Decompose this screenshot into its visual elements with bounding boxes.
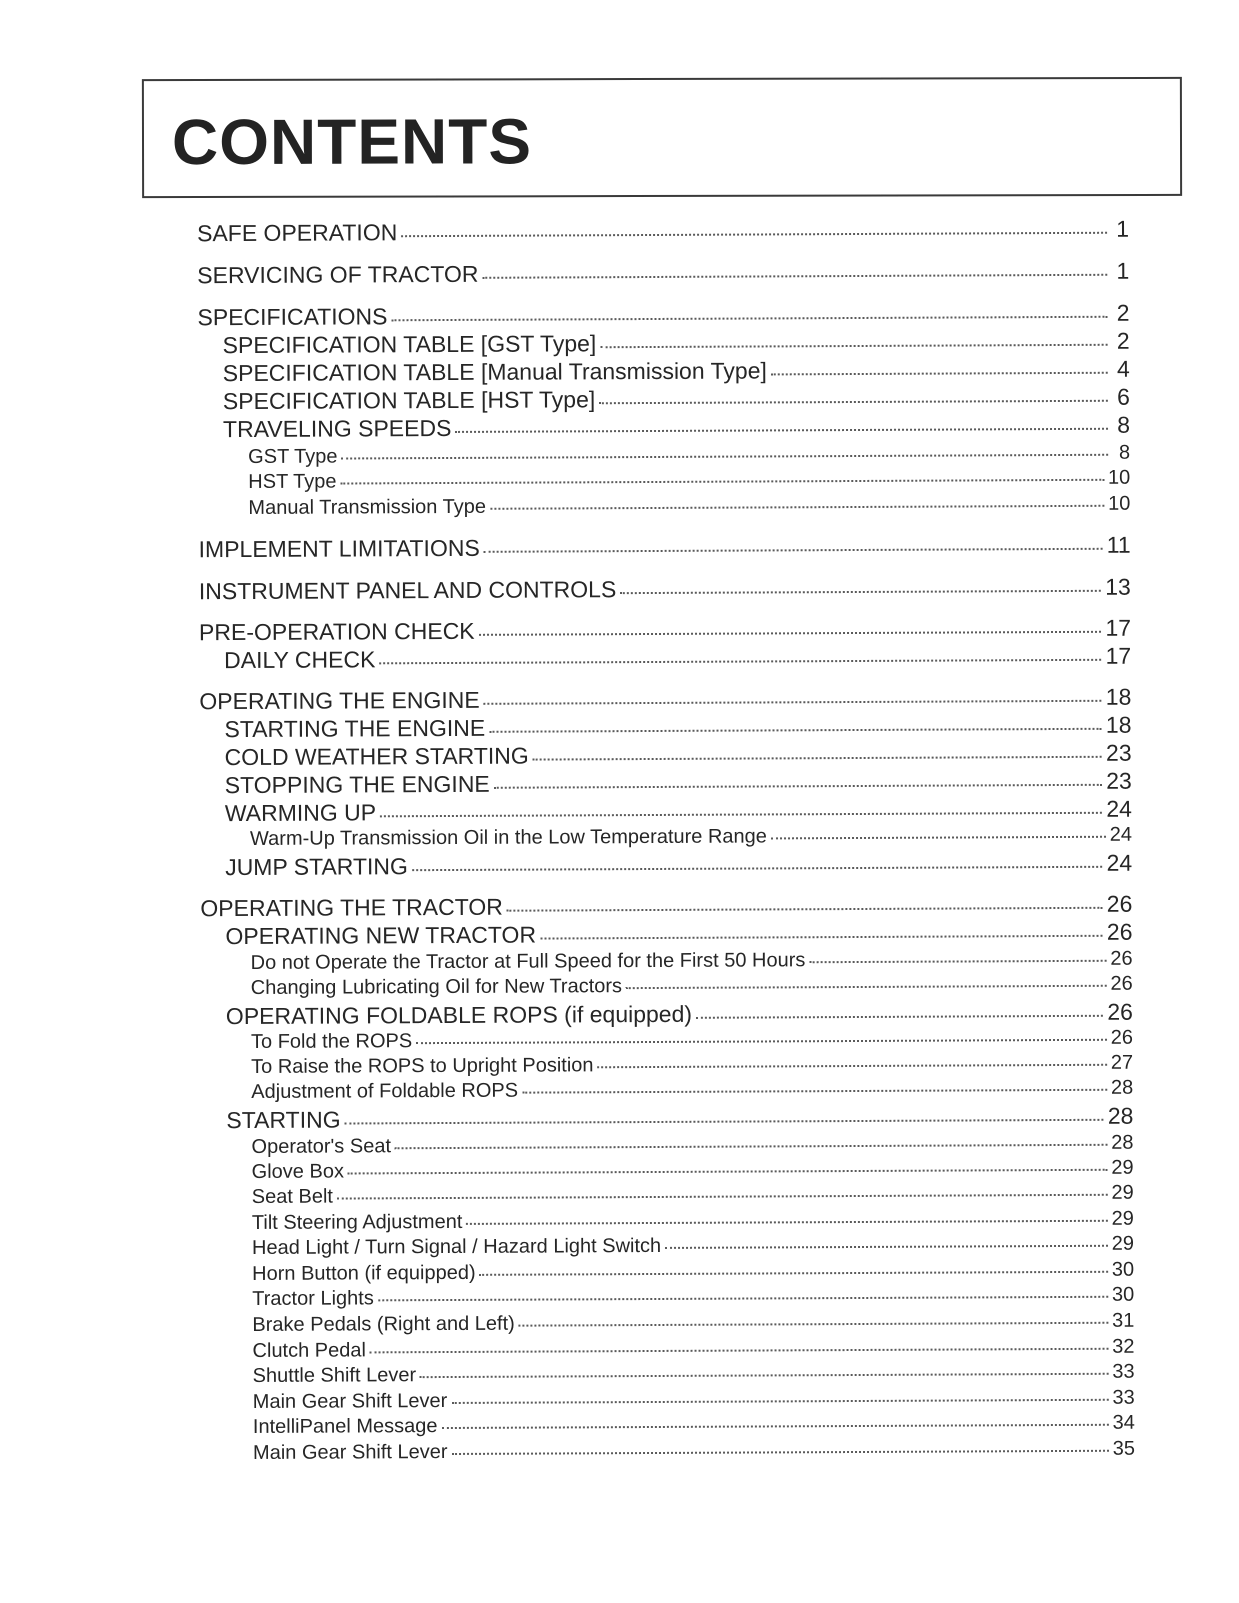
dot-leader: [620, 590, 1101, 594]
dot-leader: [441, 1424, 1108, 1429]
toc-entry-page-number: 8: [1118, 441, 1131, 464]
toc-entry-page-number: 24: [1106, 795, 1132, 822]
toc-entry[interactable]: [223, 328, 1130, 359]
toc-entry-label: JUMP STARTING: [225, 853, 408, 881]
toc-entry-page-number: 34: [1112, 1411, 1135, 1434]
toc-entry[interactable]: [226, 999, 1133, 1030]
toc-entry-label: STARTING: [226, 1106, 341, 1134]
toc-entry-label: Head Light / Turn Signal / Hazard Light Switch: [251, 1234, 662, 1259]
toc-entry-page-number: 6: [1117, 383, 1130, 410]
dot-leader: [482, 274, 1107, 279]
toc-entry[interactable]: [226, 1103, 1133, 1134]
dot-leader: [452, 1450, 1109, 1455]
toc-entry-label: Main Gear Shift Lever: [252, 1441, 448, 1464]
toc-entry-page-number: 26: [1110, 947, 1133, 970]
toc-entry-label: SAFE OPERATION: [196, 219, 398, 247]
toc-entry-label: OPERATING THE ENGINE: [199, 686, 480, 715]
toc-entry-label: Adjustment of Foldable ROPS: [251, 1079, 519, 1103]
toc-entry-page-number: 2: [1116, 327, 1130, 354]
toc-entry-page-number: 4: [1116, 355, 1130, 382]
toc-entry-page-number: 26: [1110, 1026, 1134, 1049]
toc-entry-label: OPERATING NEW TRACTOR: [225, 921, 537, 950]
toc-entry-label: Shuttle Shift Lever: [252, 1364, 417, 1387]
toc-entry-page-number: 32: [1112, 1335, 1135, 1358]
toc-entry[interactable]: [251, 1052, 1133, 1079]
toc-entry-label: Tractor Lights: [252, 1287, 374, 1310]
toc-entry-page-number: 10: [1107, 466, 1131, 489]
dot-leader: [380, 812, 1102, 818]
toc-entry-page-number: 26: [1107, 998, 1133, 1025]
toc-entry[interactable]: [197, 216, 1129, 248]
toc-entry[interactable]: [224, 712, 1131, 743]
toc-entry[interactable]: [252, 1157, 1134, 1184]
toc-entry[interactable]: [248, 493, 1130, 520]
dot-leader: [341, 454, 1108, 460]
toc-entry-page-number: 17: [1105, 642, 1132, 669]
toc-entry[interactable]: [253, 1387, 1135, 1414]
toc-entry-page-number: 33: [1112, 1360, 1135, 1383]
toc-entry[interactable]: [252, 1336, 1134, 1363]
toc-entry-label: SPECIFICATIONS: [197, 303, 388, 331]
dot-leader: [540, 935, 1103, 940]
dot-leader: [395, 1144, 1107, 1149]
toc-entry-page-number: 10: [1108, 492, 1131, 515]
toc-entry-page-number: 18: [1105, 711, 1132, 738]
toc-entry[interactable]: [248, 467, 1130, 494]
toc-entry-label: Clutch Pedal: [252, 1339, 366, 1362]
toc-entry-label: TRAVELING SPEEDS: [222, 414, 452, 443]
dot-leader: [490, 505, 1104, 510]
toc-entry[interactable]: [252, 1310, 1134, 1337]
toc-entry[interactable]: [251, 1077, 1133, 1104]
dot-leader: [696, 1015, 1103, 1019]
toc-entry-page-number: 1: [1116, 215, 1130, 242]
dot-leader: [455, 428, 1108, 433]
toc-entry-label: Horn Button (if equipped): [252, 1261, 476, 1285]
toc-entry-page-number: 31: [1112, 1309, 1135, 1332]
toc-entry-label: Operator's Seat: [251, 1135, 392, 1158]
toc-entry[interactable]: [252, 1259, 1134, 1286]
toc-entry-label: Manual Transmission Type: [248, 495, 486, 519]
toc-entry[interactable]: [251, 1132, 1133, 1159]
toc-entry[interactable]: [225, 768, 1132, 799]
toc-entry-page-number: 29: [1111, 1207, 1134, 1230]
dot-leader: [484, 700, 1102, 705]
dot-leader: [771, 836, 1106, 840]
dot-leader: [600, 344, 1107, 348]
dot-leader: [480, 1271, 1108, 1276]
toc-entry[interactable]: [199, 532, 1131, 564]
toc-entry[interactable]: [251, 948, 1133, 975]
dot-leader: [337, 1194, 1108, 1200]
toc-entry[interactable]: [199, 684, 1131, 716]
dot-leader: [533, 756, 1102, 761]
toc-entry-page-number: 13: [1105, 573, 1131, 600]
dot-leader: [340, 479, 1104, 485]
toc-entry-label: IMPLEMENT LIMITATIONS: [198, 534, 480, 563]
toc-entry-label: DAILY CHECK: [224, 646, 376, 674]
toc-entry[interactable]: [199, 574, 1131, 606]
toc-entry-label: Main Gear Shift Lever: [252, 1390, 448, 1413]
toc-entry[interactable]: [251, 973, 1133, 1000]
toc-entry-label: Tilt Steering Adjustment: [251, 1210, 463, 1234]
toc-entry[interactable]: [252, 1284, 1134, 1311]
dot-leader: [370, 1348, 1108, 1354]
toc-entry[interactable]: [253, 1412, 1135, 1439]
toc-entry-label: Changing Lubricating Oil for New Tractors: [250, 975, 623, 999]
toc-entry-page-number: 26: [1110, 972, 1133, 995]
toc-entry-label: SPECIFICATION TABLE [GST Type]: [222, 330, 597, 359]
toc-entry-label: PRE-OPERATION CHECK: [198, 617, 475, 646]
toc-entry[interactable]: [200, 891, 1132, 923]
toc-entry-label: Brake Pedals (Right and Left): [252, 1312, 515, 1336]
dot-leader: [379, 659, 1101, 665]
toc-entry-label: IntelliPanel Message: [252, 1415, 438, 1438]
toc-entry-page-number: 11: [1106, 531, 1131, 558]
toc-entry[interactable]: [252, 1182, 1134, 1209]
toc-entry-label: To Fold the ROPS: [250, 1030, 413, 1053]
toc-entry-page-number: 18: [1105, 683, 1132, 710]
toc-entry[interactable]: [223, 412, 1130, 443]
dot-leader: [484, 548, 1103, 553]
dot-leader: [598, 1064, 1107, 1068]
toc-entry[interactable]: [199, 615, 1131, 647]
toc-entry-page-number: 30: [1111, 1258, 1135, 1281]
toc-entry-label: HST Type: [248, 470, 337, 493]
toc-entry-page-number: 28: [1107, 1102, 1134, 1129]
toc-entry[interactable]: [253, 1438, 1135, 1465]
toc-entry-label: SPECIFICATION TABLE [Manual Transmission Type]: [222, 357, 767, 387]
toc-entry-page-number: 28: [1111, 1131, 1134, 1154]
dot-leader: [391, 316, 1107, 321]
toc-entry-label: OPERATING FOLDABLE ROPS (if equipped): [225, 1000, 693, 1030]
dot-leader: [420, 1373, 1108, 1378]
toc-entry-page-number: 23: [1105, 739, 1132, 766]
toc-entry-page-number: 30: [1111, 1283, 1135, 1306]
dot-leader: [479, 631, 1102, 636]
toc-entry-label: WARMING UP: [224, 799, 377, 827]
toc-entry-page-number: 28: [1110, 1076, 1134, 1099]
toc-entry-label: Seat Belt: [251, 1185, 333, 1208]
toc-entry-page-number: 33: [1112, 1386, 1135, 1409]
toc-entry[interactable]: [225, 850, 1132, 881]
toc-entry[interactable]: [250, 824, 1132, 851]
dot-leader: [451, 1399, 1108, 1404]
toc-entry-label: COLD WEATHER STARTING: [224, 742, 529, 771]
page-title: CONTENTS: [171, 105, 533, 179]
toc-entry-page-number: 29: [1111, 1232, 1135, 1255]
toc-entry-label: STARTING THE ENGINE: [224, 714, 486, 743]
toc-entry-page-number: 27: [1110, 1051, 1134, 1074]
dot-leader: [626, 985, 1106, 989]
toc-entry-page-number: 26: [1106, 890, 1133, 917]
toc-entry[interactable]: [225, 796, 1132, 827]
toc-entry-label: OPERATING THE TRACTOR: [200, 893, 503, 922]
dot-leader: [345, 1119, 1104, 1125]
toc-entry-page-number: 23: [1106, 767, 1132, 794]
toc-entry-label: Do not Operate the Tractor at Full Speed for the First 50 Hours: [250, 949, 806, 974]
toc-entry[interactable]: [252, 1208, 1134, 1235]
toc-entry-label: SPECIFICATION TABLE [HST Type]: [222, 386, 596, 415]
dot-leader: [519, 1322, 1108, 1327]
toc-entry[interactable]: [197, 300, 1129, 332]
toc-entry-label: SERVICING OF TRACTOR: [197, 260, 479, 289]
dot-leader: [599, 400, 1108, 404]
toc-entry-page-number: 29: [1111, 1181, 1134, 1204]
dot-leader: [507, 907, 1103, 912]
dot-leader: [771, 372, 1108, 376]
toc-entry-label: STOPPING THE ENGINE: [224, 770, 490, 799]
toc-entry-label: To Raise the ROPS to Upright Position: [251, 1054, 594, 1078]
toc-entry[interactable]: [251, 1027, 1133, 1054]
dot-leader: [466, 1220, 1107, 1225]
dot-leader: [378, 1296, 1108, 1302]
toc-entry[interactable]: [248, 442, 1130, 469]
dot-leader: [401, 232, 1107, 237]
toc-entry[interactable]: [223, 384, 1130, 415]
toc-entry-page-number: 2: [1116, 299, 1130, 326]
dot-leader: [348, 1169, 1107, 1175]
toc-entry[interactable]: [197, 258, 1129, 290]
dot-leader: [522, 1089, 1107, 1094]
toc-entry-label: GST Type: [248, 445, 338, 468]
toc-entry[interactable]: [225, 919, 1132, 950]
toc-entry-label: Glove Box: [251, 1160, 344, 1183]
dot-leader: [665, 1245, 1108, 1249]
toc-entry-page-number: 24: [1109, 823, 1133, 846]
toc-entry-page-number: 35: [1112, 1437, 1136, 1460]
toc-entry[interactable]: [252, 1233, 1134, 1260]
toc-entry-page-number: 26: [1106, 918, 1133, 945]
toc-entry[interactable]: [224, 643, 1131, 674]
dot-leader: [412, 866, 1103, 871]
toc-entry-page-number: 8: [1117, 411, 1131, 438]
toc-entry-page-number: 29: [1111, 1156, 1134, 1179]
toc-entry[interactable]: [223, 356, 1130, 387]
dot-leader: [489, 728, 1102, 733]
toc-entry-label: Warm-Up Transmission Oil in the Low Temperature Range: [249, 825, 767, 850]
dot-leader: [809, 960, 1106, 963]
dot-leader: [416, 1039, 1107, 1044]
toc-entry-page-number: 1: [1116, 257, 1130, 284]
toc-entry[interactable]: [253, 1361, 1135, 1388]
toc-entry-label: INSTRUMENT PANEL AND CONTROLS: [198, 576, 617, 605]
toc-entry-page-number: 17: [1105, 614, 1132, 641]
dot-leader: [494, 784, 1102, 789]
toc-entry-page-number: 24: [1106, 849, 1133, 876]
toc-entry[interactable]: [225, 740, 1132, 771]
